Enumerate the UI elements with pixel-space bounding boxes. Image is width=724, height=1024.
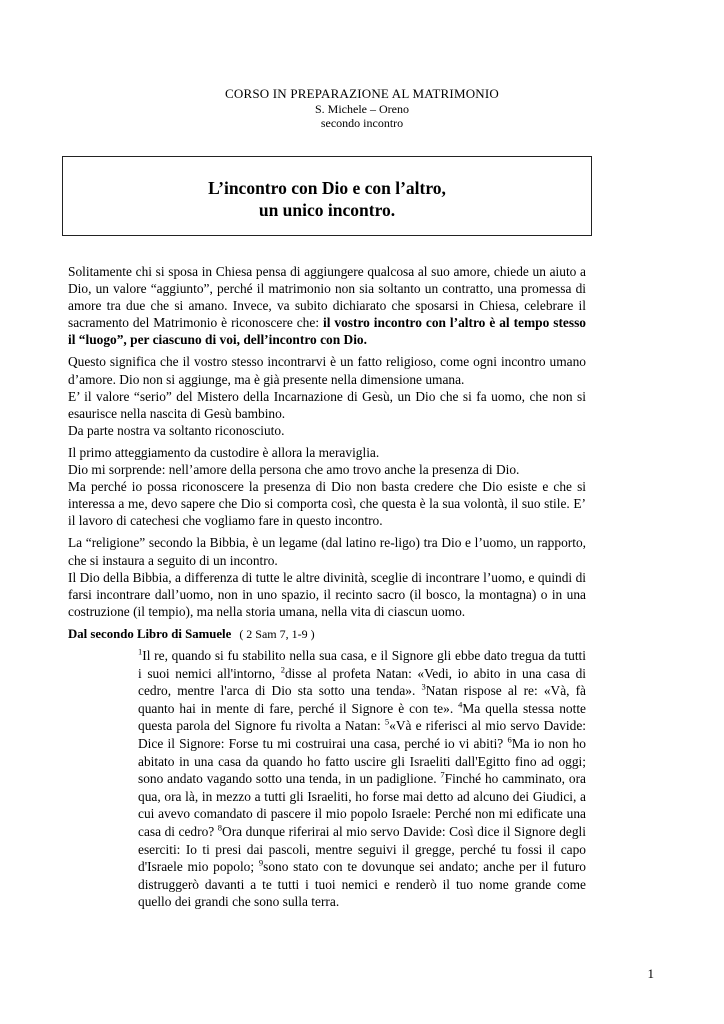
paragraph-2 — [68, 353, 586, 438]
parish-name: S. Michele – Oreno — [315, 102, 409, 116]
verse-text: Ma quella stessa notte questa parola del Signore fu rivolta a Natan: — [138, 700, 586, 734]
paragraph-1-bold: il vostro incontro con l’altro è al tempo stesso il “luogo”, per ciascuno di voi, dell’incontro con Dio. — [68, 315, 586, 348]
verse-text: Natan rispose al re: «Và, fà quanto hai in mente di fare, perché il Signore è con te». — [138, 683, 586, 716]
paragraph-3-line-2: Dio mi sorprende: nell’amore della persona che amo trovo anche la presenza di Dio. — [68, 462, 520, 478]
page-number: 1 — [647, 966, 654, 981]
scripture-source-label: Dal secondo Libro di Samuele — [68, 626, 232, 641]
verse-text: «Và e riferisci al mio servo Davide: Dice il Signore: Forse tu mi costruirai una casa, perché io vi abiti? — [138, 718, 586, 751]
paragraph-4-line-1: La “religione” secondo la Bibbia, è un legame (dal latino re-ligo) tra Dio e l’uomo, un rapporto, che si instaura a seguito di un incontro. — [68, 535, 586, 568]
verse-text: Il re, quando si fu stabilito nella sua casa, e il Signore gli ebbe dato tregua da tutti i suoi nemici all'intorno, — [138, 647, 586, 681]
document-body — [68, 263, 586, 911]
paragraph-3-line-1: Il primo atteggiamento da custodire è allora la meraviglia. — [68, 444, 380, 460]
paragraph-2-line-2: E’ il valore “serio” del Mistero della Incarnazione di Gesù, un Dio che si fa uomo, che non si esaurisce nella nascita di Gesù bambino. — [68, 388, 586, 421]
verse-number: 6 — [507, 734, 512, 745]
verse-number: 5 — [384, 716, 390, 727]
verse-number: 8 — [217, 822, 223, 833]
title-box — [62, 156, 592, 236]
scripture-quote — [138, 647, 586, 911]
paragraph-4-line-2: Il Dio della Bibbia, a differenza di tutte le altre divinità, sceglie di incontrare l’uomo, e quindi di farsi incontrare dall’uomo, non in uno spazio, il recinto sacro (il bosco, la montagna) o in una costruzione (il tempio), ma nella storia umana, nella vita di ciascun uomo. — [68, 569, 586, 619]
verse-number: 7 — [440, 769, 445, 780]
verse-text: sono stato con te dovunque sei andato; anche per il futuro distruggerò davanti a te tutti i tuoi nemici e renderò il tuo nome grande come quello dei grandi che sono sulla terra. — [138, 859, 586, 910]
title-line-2: un unico incontro. — [258, 200, 396, 220]
verse-number: 3 — [421, 681, 426, 692]
paragraph-1 — [68, 263, 586, 348]
verse-text: Ma io non ho abitato in una casa da quando ho fatto uscire gli Israeliti dall'Egitto fino ad oggi; sono andato vagando sotto una tenda, in un padiglione. — [138, 735, 587, 787]
verse-text: disse al profeta Natan: «Vedi, io abito in una casa di cedro, mentre l'arca di Dio sta sotto una tenda». — [138, 665, 587, 699]
paragraph-2-line-3: Da parte nostra va soltanto riconosciuto. — [68, 422, 285, 438]
paragraph-2-line-1: Questo significa che il vostro stesso incontrarvi è un fatto religioso, come ogni incontro umano d’amore. Dio non si aggiunge, ma è già presente nella dimensione umana. — [68, 354, 586, 387]
course-title: CORSO IN PREPARAZIONE AL MATRIMONIO — [224, 86, 499, 101]
verse-text: Ora dunque riferirai al mio servo Davide: Così dice il Signore degli eserciti: Io ti presi dai pascoli, mentre seguivi il gregge, perché tu fossi il capo d'Israele mio popolo; — [138, 823, 587, 875]
meeting-label: secondo incontro — [320, 116, 404, 130]
paragraph-3 — [68, 444, 586, 529]
scripture-reference: ( 2 Sam 7, 1-9 ) — [239, 626, 315, 641]
verse-number: 2 — [280, 664, 285, 675]
scripture-source — [68, 626, 586, 643]
paragraph-4 — [68, 534, 586, 619]
verse-number: 4 — [458, 699, 463, 710]
paragraph-1-text: Solitamente chi si sposa in Chiesa pensa di aggiungere qualcosa al suo amore, chiede un aiuto a Dio, un valore “aggiunto”, perché il matrimonio non sia soltanto un contratto, una promessa di amore tra due che si amano. Invece, va subito dichiarato che sposarsi in Chiesa, celebrare il sacramento del Matrimonio è riconoscere che: — [68, 264, 586, 331]
verse-number: 9 — [258, 857, 264, 868]
document-header — [0, 86, 724, 130]
verse-text: Finché ho camminato, ora qua, ora là, in mezzo a tutti gli Israeliti, ho forse mai detto ad alcuno dei Giudici, a cui avevo comandato di pascere il mio popolo Israele: Perché non mi edificate una casa di cedro? — [138, 771, 586, 839]
verse-number: 1 — [138, 646, 143, 657]
paragraph-3-line-3: Ma perché io possa riconoscere la presenza di Dio non basta credere che Dio esiste e che si interessa a me, devo sapere che Dio si comporta così, che questa è la sua volontà, il suo stile. E’ il lavoro di catechesi che vogliamo fare in questo incontro. — [68, 479, 586, 529]
title-line-1: L’incontro con Dio e con l’altro, — [208, 178, 446, 198]
